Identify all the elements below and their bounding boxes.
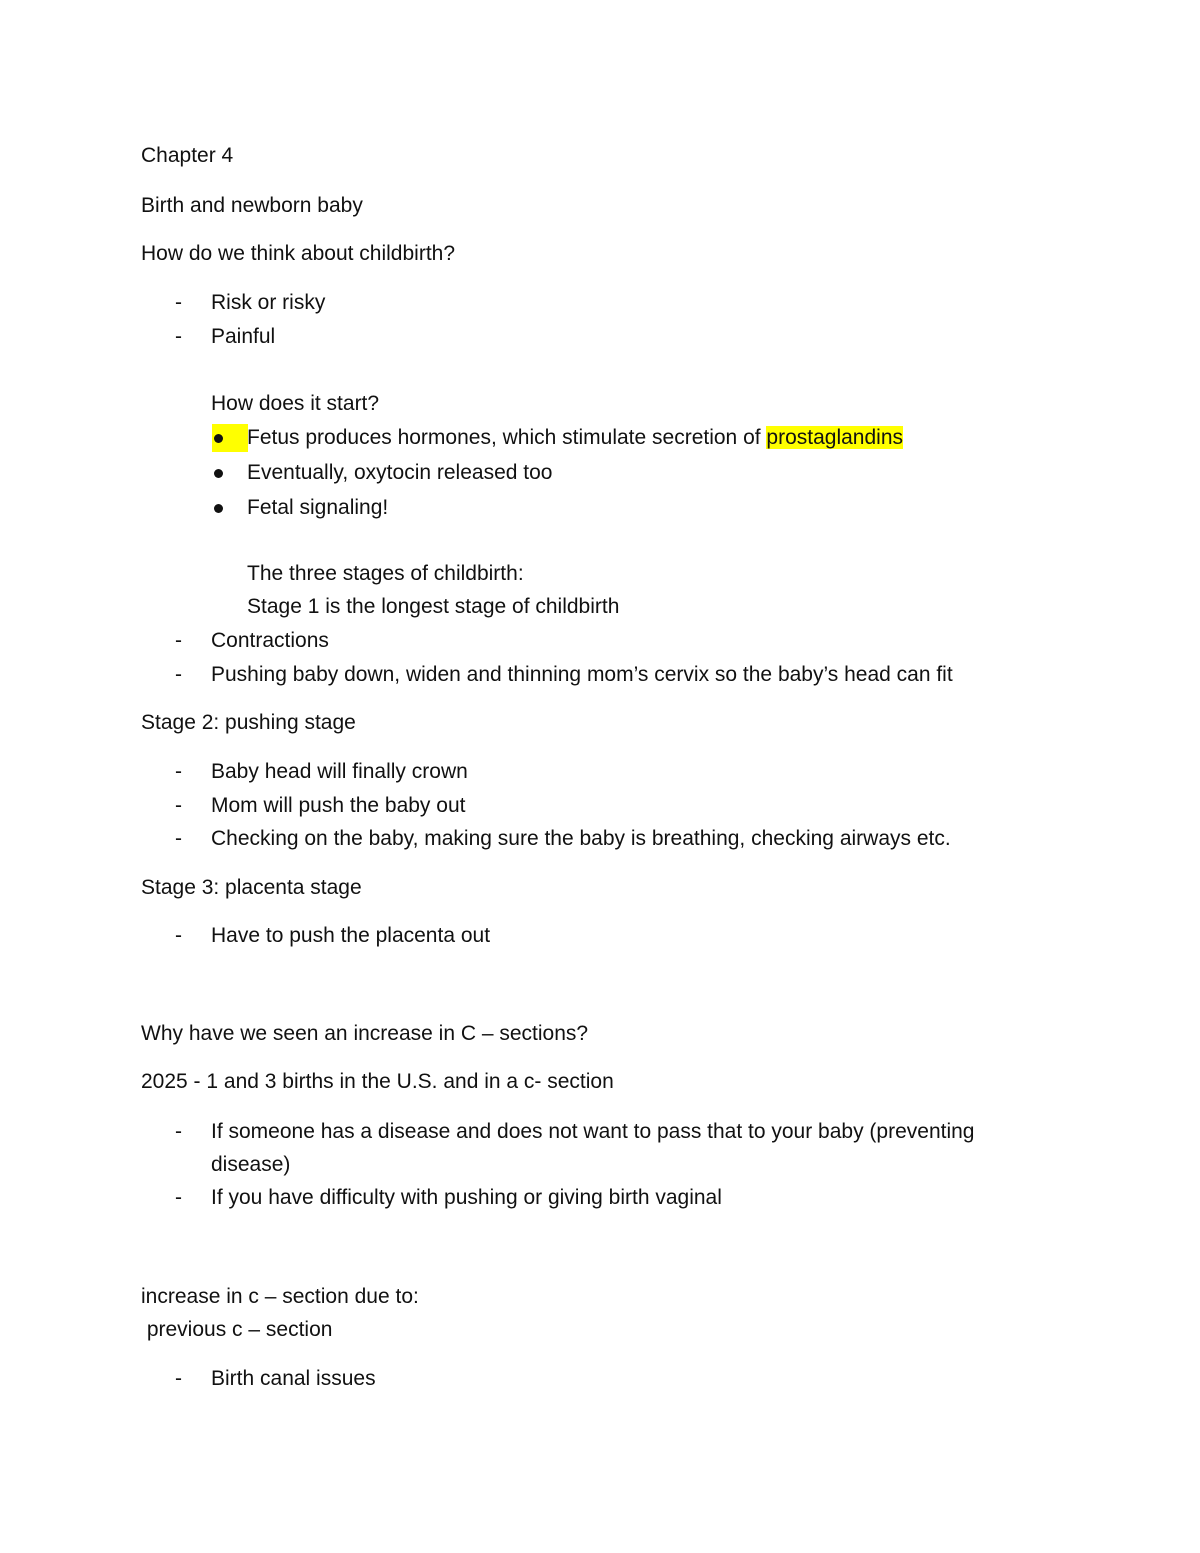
bullet-icon	[212, 494, 248, 522]
list-item	[247, 424, 903, 452]
list-item: Eventually, oxytocin released too	[247, 461, 553, 484]
list-item: If someone has a disease and does not want to pass that to your baby (preventing	[211, 1120, 975, 1143]
dash-marker: -	[175, 629, 182, 652]
dash-marker: -	[175, 325, 182, 348]
increase-heading: increase in c – section due to:	[141, 1285, 419, 1308]
bullet-icon	[212, 459, 248, 487]
list-item: Have to push the placenta out	[211, 924, 491, 947]
stage2-heading: Stage 2: pushing stage	[141, 711, 356, 734]
list-item: Contractions	[211, 629, 329, 652]
highlighted-term: prostaglandins	[766, 426, 904, 449]
dash-marker: -	[175, 827, 182, 850]
chapter-heading: Chapter 4	[141, 144, 234, 167]
csection-question: Why have we seen an increase in C – sections?	[141, 1022, 589, 1045]
stages-heading: The three stages of childbirth:	[247, 562, 524, 585]
stage1-line: Stage 1 is the longest stage of childbirth	[247, 595, 620, 618]
list-item: Checking on the baby, making sure the baby is breathing, checking airways etc.	[211, 827, 951, 850]
list-item: Pushing baby down, widen and thinning mom’s cervix so the baby’s head can fit	[211, 663, 953, 686]
start-heading: How does it start?	[211, 392, 380, 415]
dash-marker: -	[175, 1120, 182, 1143]
list-item: Painful	[211, 325, 276, 348]
list-item: If you have difficulty with pushing or giving birth vaginal	[211, 1186, 722, 1209]
chapter-subtitle: Birth and newborn baby	[141, 194, 363, 217]
list-item-continuation: disease)	[211, 1153, 291, 1176]
dash-marker: -	[175, 1367, 182, 1390]
list-item: Baby head will finally crown	[211, 760, 468, 783]
csection-stat: 2025 - 1 and 3 births in the U.S. and in a c- section	[141, 1070, 614, 1093]
list-item: Fetal signaling!	[247, 496, 389, 519]
question-childbirth: How do we think about childbirth?	[141, 242, 456, 265]
dash-marker: -	[175, 760, 182, 783]
list-item: Risk or risky	[211, 291, 326, 314]
dash-marker: -	[175, 924, 182, 947]
dash-marker: -	[175, 291, 182, 314]
list-item: Mom will push the baby out	[211, 794, 466, 817]
dash-marker: -	[175, 663, 182, 686]
previous-csection-line: previous c – section	[141, 1318, 333, 1341]
dash-marker: -	[175, 794, 182, 817]
stage3-heading: Stage 3: placenta stage	[141, 876, 362, 899]
bullet-icon	[212, 424, 248, 452]
bullet-text: Fetus produces hormones, which stimulate secretion of	[247, 426, 767, 449]
dash-marker: -	[175, 1186, 182, 1209]
list-item: Birth canal issues	[211, 1367, 376, 1390]
